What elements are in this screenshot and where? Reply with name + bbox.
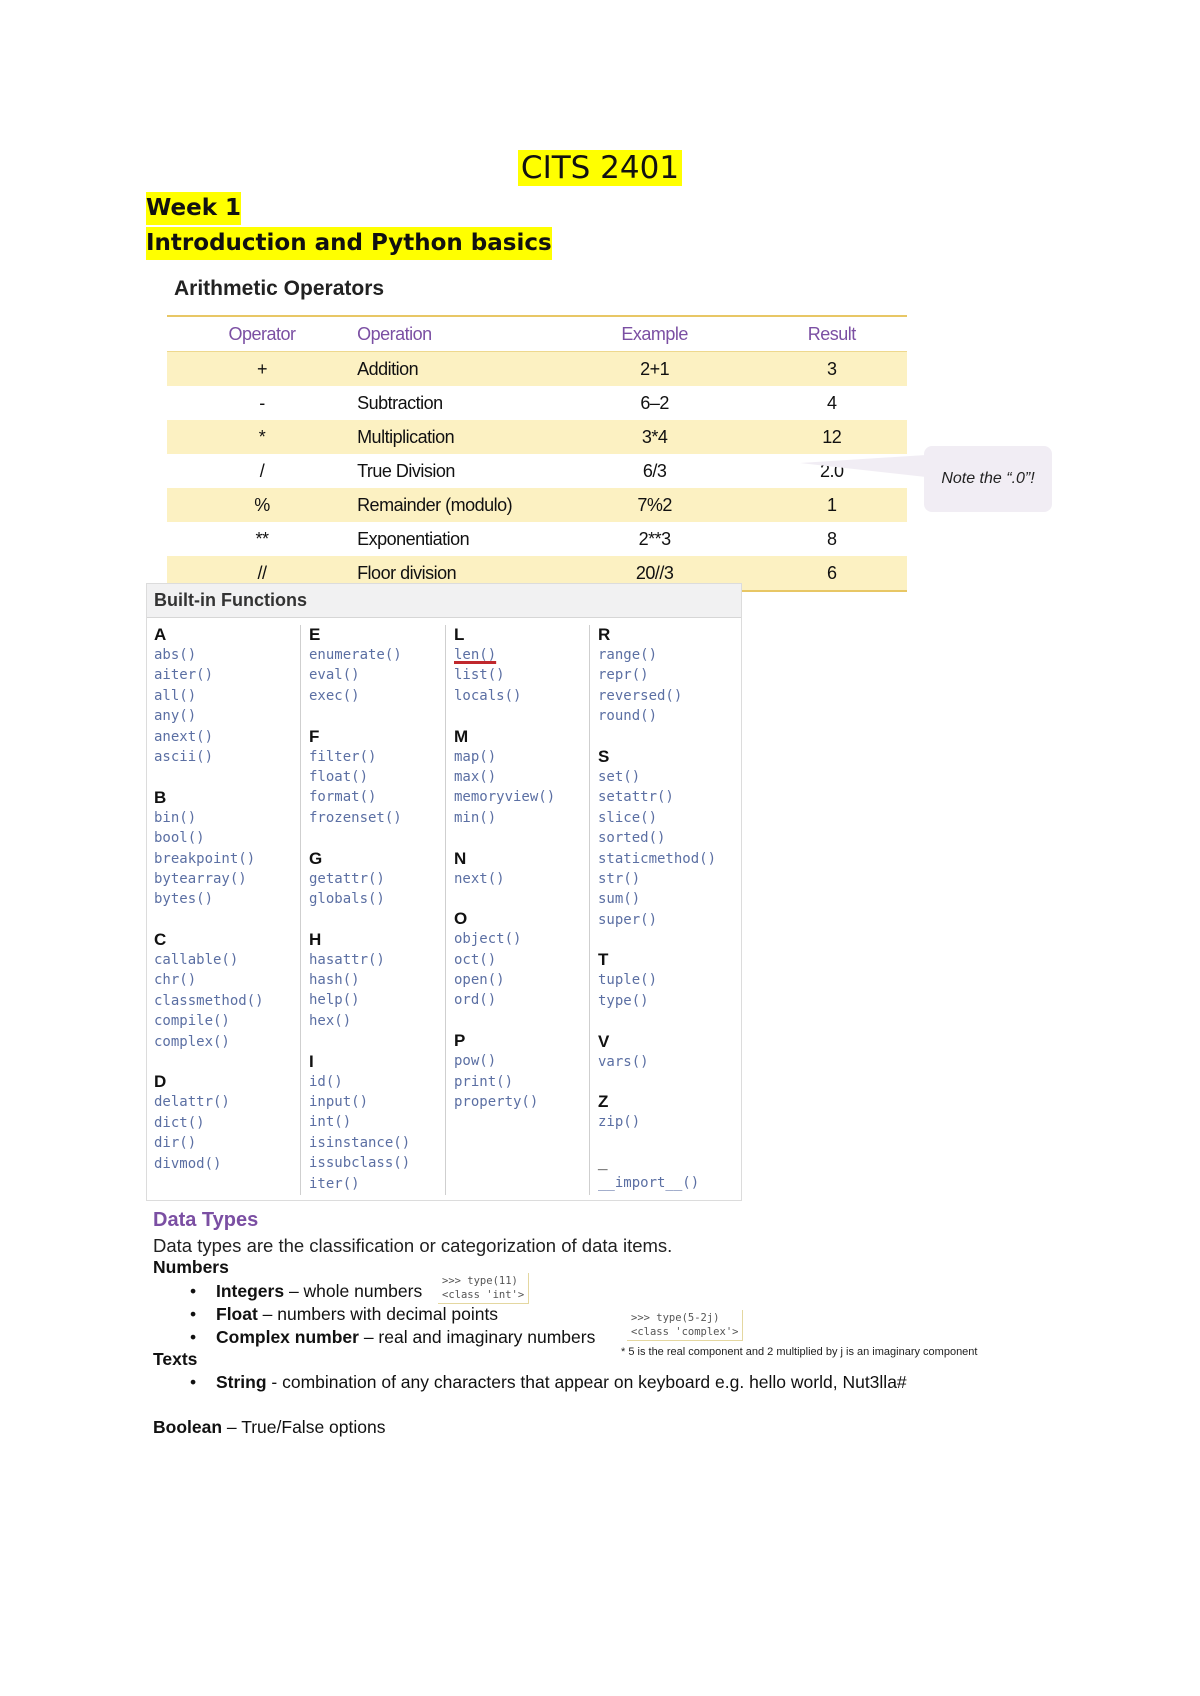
builtin-functions-title: Built-in Functions	[154, 590, 307, 610]
table-cell: 4	[827, 392, 837, 413]
builtin-function-link[interactable]: pow()	[454, 1053, 497, 1070]
column-header: Result	[757, 316, 907, 352]
builtin-function-link[interactable]: hex()	[309, 1012, 352, 1029]
builtin-function-link[interactable]: ord()	[454, 992, 497, 1009]
builtin-function-link[interactable]: sum()	[598, 891, 641, 908]
builtin-group-letter: V	[598, 1031, 610, 1051]
complex-description: – real and imaginary numbers	[358, 1327, 596, 1347]
builtin-function-link[interactable]: property()	[454, 1094, 539, 1111]
builtin-function-link[interactable]: aiter()	[154, 667, 214, 684]
boolean-line	[153, 1417, 385, 1438]
builtin-function-link[interactable]: bin()	[154, 809, 197, 826]
builtin-function-link[interactable]: format()	[309, 789, 377, 806]
builtin-function-link[interactable]: chr()	[154, 972, 197, 989]
table-cell: 6	[757, 556, 907, 591]
list-item-integers	[190, 1281, 422, 1302]
builtin-group-letter: F	[309, 726, 320, 746]
builtin-group-letter: M	[454, 726, 469, 746]
table-cell: 12	[757, 420, 907, 454]
builtin-group-letter: T	[598, 950, 609, 970]
string-description: - combination of any characters that appear on keyboard e.g. hello world, Nut3lla#	[266, 1372, 907, 1392]
bullet-icon: •	[190, 1327, 197, 1347]
boolean-description: – True/False options	[222, 1417, 386, 1437]
builtin-functions-frame	[146, 583, 742, 1201]
table-cell: Addition	[357, 352, 553, 387]
table-cell: +	[167, 352, 357, 387]
builtin-function-link[interactable]: __import__()	[598, 1175, 700, 1192]
builtin-group-letter: N	[454, 848, 467, 868]
table-cell: -	[259, 392, 265, 413]
boolean-term: Boolean	[153, 1417, 223, 1437]
table-cell: Multiplication	[357, 420, 553, 454]
week-heading: Week 1	[146, 192, 241, 225]
builtin-group-letter: S	[598, 746, 610, 766]
builtin-function-link[interactable]: frozenset()	[309, 809, 402, 826]
builtin-function-link[interactable]: compile()	[154, 1013, 230, 1030]
builtin-function-link[interactable]: slice()	[598, 809, 658, 826]
table-cell: True Division	[357, 460, 455, 481]
table-cell: *	[167, 420, 357, 454]
builtin-function-link[interactable]: hasattr()	[309, 951, 385, 968]
column-header: Operator	[167, 316, 357, 352]
builtin-function-link[interactable]: bytes()	[154, 891, 214, 908]
builtin-function-link[interactable]: globals()	[309, 890, 385, 907]
table-cell: 3*4	[553, 420, 757, 454]
builtin-function-link[interactable]: complex()	[154, 1033, 230, 1050]
code-example-int: >>> type(11) <class 'int'>	[438, 1273, 529, 1304]
builtin-function-link[interactable]: int()	[309, 1114, 352, 1131]
topic-heading: Introduction and Python basics	[146, 227, 552, 260]
table-cell: 2.0	[820, 460, 844, 481]
builtin-group-letter: Z	[598, 1092, 609, 1112]
table-cell: 1	[757, 488, 907, 522]
builtin-function-link[interactable]: issubclass()	[309, 1155, 411, 1172]
list-item-string	[190, 1372, 907, 1393]
table-cell: 20//3	[553, 556, 757, 591]
builtin-function-link[interactable]: super()	[598, 911, 658, 928]
builtin-group-letter: R	[598, 625, 611, 644]
builtin-function-link[interactable]: bytearray()	[154, 870, 247, 887]
table-cell: 7%2	[553, 488, 757, 522]
builtin-function-link[interactable]: divmod()	[154, 1155, 222, 1172]
builtin-function-link[interactable]: dict()	[154, 1114, 205, 1131]
table-cell: /	[259, 460, 265, 481]
builtin-function-link[interactable]: breakpoint()	[154, 850, 256, 867]
builtin-group-letter: H	[309, 929, 322, 949]
builtin-function-link[interactable]: staticmethod()	[598, 850, 717, 867]
table-cell: Subtraction	[357, 392, 443, 413]
builtin-function-link[interactable]: next()	[454, 870, 505, 887]
builtin-group-letter: L	[454, 625, 465, 644]
builtin-function-link[interactable]: tuple()	[598, 972, 658, 989]
builtin-function-link[interactable]: vars()	[598, 1053, 649, 1070]
builtin-function-link[interactable]: delattr()	[154, 1094, 230, 1111]
builtin-function-link[interactable]: setattr()	[598, 789, 674, 806]
builtin-function-link[interactable]: help()	[309, 992, 360, 1009]
table-row	[167, 522, 907, 556]
builtin-function-link[interactable]: ascii()	[154, 748, 214, 765]
callout-pointer	[800, 455, 930, 485]
table-cell: Floor division	[357, 556, 553, 591]
builtin-function-link[interactable]: memoryview()	[454, 789, 556, 806]
builtin-function-link[interactable]: all()	[154, 687, 197, 704]
builtin-function-link[interactable]: max()	[454, 768, 497, 785]
builtin-function-link[interactable]: eval()	[309, 667, 360, 684]
table-cell: 2**3	[638, 528, 671, 549]
builtin-function-link[interactable]: str()	[598, 870, 641, 887]
table-cell: %	[167, 488, 357, 522]
builtin-group-letter: P	[454, 1031, 466, 1051]
builtin-function-link[interactable]: print()	[454, 1073, 514, 1090]
table-cell: 6/3	[642, 460, 667, 481]
document-title: CITS 2401	[0, 148, 1200, 188]
note-callout: Note the “.0”!	[924, 446, 1052, 512]
table-row	[167, 488, 907, 522]
builtin-function-link[interactable]: anext()	[154, 728, 214, 745]
builtin-group-letter: O	[454, 909, 468, 929]
builtin-function-link[interactable]: object()	[454, 931, 522, 948]
texts-label: Texts	[153, 1349, 198, 1369]
table-header-row	[167, 316, 907, 352]
builtin-function-link[interactable]: exec()	[309, 687, 360, 704]
bullet-icon: •	[190, 1281, 197, 1301]
builtin-function-link[interactable]: round()	[598, 708, 658, 725]
builtin-function-link[interactable]: type()	[598, 992, 649, 1009]
list-item-complex	[190, 1327, 595, 1348]
table-cell: 3	[757, 352, 907, 387]
data-types-description: Data types are the classification or categorization of data items.	[153, 1235, 673, 1256]
table-row	[167, 420, 907, 454]
table-cell: **	[255, 528, 269, 549]
code-example-complex: >>> type(5-2j) <class 'complex'>	[627, 1310, 743, 1341]
builtin-function-link[interactable]: len()	[454, 647, 497, 663]
builtin-group-letter: I	[309, 1051, 314, 1071]
builtin-function-link[interactable]: dir()	[154, 1135, 197, 1152]
builtin-group-letter: A	[154, 625, 167, 644]
complex-term: Complex number	[216, 1327, 359, 1347]
bullet-icon: •	[190, 1372, 197, 1392]
builtin-function-link[interactable]: getattr()	[309, 870, 385, 887]
table-cell: Remainder (modulo)	[357, 488, 553, 522]
builtin-function-link[interactable]: iter()	[309, 1175, 360, 1192]
list-item-float	[190, 1304, 498, 1325]
table-cell: Exponentiation	[357, 528, 470, 549]
builtin-function-link[interactable]: enumerate()	[309, 647, 402, 663]
builtin-group-letter: D	[154, 1072, 167, 1092]
builtin-group-letter: C	[154, 930, 167, 950]
arithmetic-operators-table	[167, 315, 907, 592]
builtin-group-letter: G	[309, 848, 323, 868]
column-header: Operation	[357, 316, 553, 352]
builtin-function-link[interactable]: float()	[309, 768, 369, 785]
float-term: Float	[216, 1304, 258, 1324]
builtin-function-link[interactable]: sorted()	[598, 830, 666, 847]
arithmetic-operators-title: Arithmetic Operators	[174, 277, 385, 300]
builtin-function-link[interactable]: range()	[598, 647, 658, 663]
integers-description: – whole numbers	[284, 1281, 423, 1301]
table-cell: 6–2	[640, 392, 669, 413]
builtin-function-link[interactable]: bool()	[154, 830, 205, 847]
builtin-function-link[interactable]: open()	[454, 972, 505, 989]
builtin-group-letter: _	[598, 1153, 608, 1173]
table-row	[167, 454, 907, 488]
column-header: Example	[553, 316, 757, 352]
builtin-function-link[interactable]: list()	[454, 667, 505, 684]
builtin-function-link[interactable]: isinstance()	[309, 1134, 411, 1151]
builtin-group-letter: B	[154, 787, 167, 807]
numbers-label: Numbers	[153, 1257, 229, 1277]
builtin-function-link[interactable]: id()	[309, 1073, 343, 1090]
builtin-function-link[interactable]: reversed()	[598, 687, 683, 704]
integers-term: Integers	[216, 1281, 285, 1301]
table-cell: //	[167, 556, 357, 591]
builtin-function-link[interactable]: set()	[598, 768, 641, 785]
table-row	[167, 386, 907, 420]
complex-footnote: * 5 is the real component and 2 multiplied by j is an imaginary component	[621, 1346, 978, 1358]
builtin-function-link[interactable]: classmethod()	[154, 992, 264, 1009]
table-cell: 8	[827, 528, 837, 549]
builtin-function-link[interactable]: hash()	[309, 972, 360, 989]
builtin-function-link[interactable]: map()	[454, 748, 497, 765]
float-description: – numbers with decimal points	[257, 1304, 499, 1324]
data-types-title: Data Types	[153, 1209, 259, 1231]
builtin-function-link[interactable]: oct()	[454, 951, 497, 968]
builtin-function-link[interactable]: callable()	[154, 952, 239, 969]
table-body	[167, 352, 907, 592]
builtin-function-link[interactable]: any()	[154, 708, 197, 725]
string-term: String	[216, 1372, 267, 1392]
builtin-function-link[interactable]: repr()	[598, 667, 649, 684]
table-cell: 2+1	[553, 352, 757, 387]
builtin-function-link[interactable]: abs()	[154, 647, 197, 663]
builtin-function-link[interactable]: min()	[454, 809, 497, 826]
builtin-functions-panel	[146, 583, 742, 1201]
builtin-function-link[interactable]: zip()	[598, 1114, 641, 1131]
builtin-group-letter: E	[309, 625, 321, 644]
table-row	[167, 352, 907, 387]
builtin-function-link[interactable]: locals()	[454, 687, 522, 704]
bullet-icon: •	[190, 1304, 197, 1324]
builtin-function-link[interactable]: input()	[309, 1094, 369, 1111]
builtin-function-link[interactable]: filter()	[309, 748, 377, 765]
